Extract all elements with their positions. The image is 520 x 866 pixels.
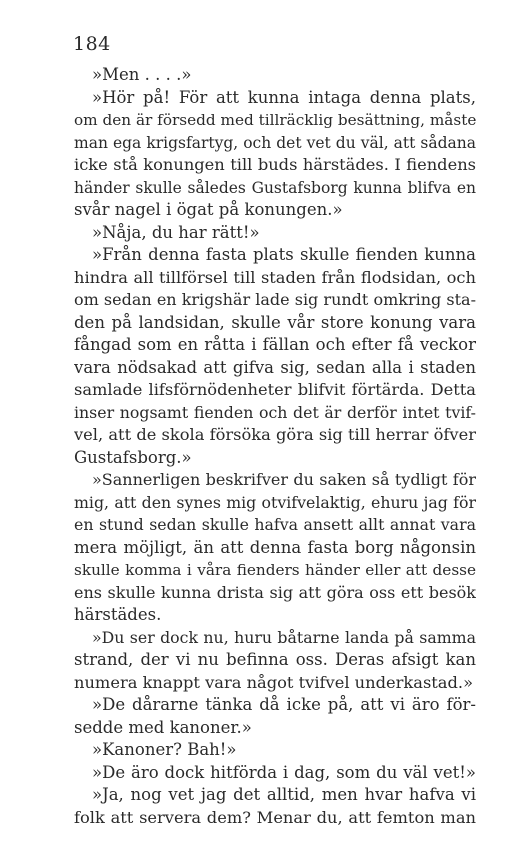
- text-line: icke stå konungen till buds härstädes. I fiendens: [74, 155, 476, 174]
- text-line: »Men . . . .»: [92, 65, 192, 84]
- text-line: »Du ser dock nu, huru båtarne landa på samma: [92, 627, 476, 647]
- text-line: »Sannerligen beskrifver du saken så tydligt för: [92, 470, 476, 489]
- text-line: man ega krigsfartyg, och det vet du väl, att sådana: [74, 133, 476, 152]
- text-line: om sedan en krigshär lade sig rundt omkring sta-: [74, 290, 476, 309]
- text-line: härstädes.: [74, 605, 162, 624]
- text-line: »Ja, nog vet jag det alltid, men hvar hafva vi: [92, 785, 476, 804]
- text-line: vel, att de skola försöka göra sig till herrar öfver: [74, 425, 476, 444]
- text-line: vara nödsakad att gifva sig, sedan alla i staden: [74, 357, 476, 377]
- text-line: »Hör på! För att kunna intaga denna plats,: [92, 87, 476, 107]
- text-line: »Kanoner? Bah!»: [92, 740, 237, 759]
- text-line: ens skulle kunna drista sig att göra oss ett besök: [74, 582, 476, 602]
- text-line: en stund sedan skulle hafva ansett allt annat vara: [74, 515, 476, 534]
- text-line: händer skulle således Gustafsborg kunna blifva en: [74, 178, 476, 197]
- text-line: »Från denna fasta plats skulle fienden kunna: [92, 245, 476, 264]
- text-line: »De äro dock hitförda i dag, som du väl vet!»: [92, 762, 476, 782]
- page-number: 184: [73, 33, 111, 55]
- text-line: svår nagel i ögat på konungen.»: [74, 200, 343, 219]
- text-line: den på landsidan, skulle vår store konung vara: [74, 312, 476, 332]
- text-line: om den är försedd med tillräcklig besättning, måste: [74, 111, 476, 129]
- text-line: mera möjligt, än att denna fasta borg någonsin: [74, 537, 476, 557]
- text-line: mig, att den synes mig otvifvelaktig, ehuru jag för: [74, 492, 476, 512]
- text-line: folk att servera dem? Menar du, att femton man: [74, 807, 476, 827]
- text-line: »De dårarne tänka då icke på, att vi äro för-: [92, 695, 476, 714]
- text-line: numera knappt vara något tvifvel underkastad.»: [74, 672, 474, 692]
- text-line: hindra all tillförsel till staden från flodsidan, och: [74, 267, 476, 287]
- text-line: »Nåja, du har rätt!»: [92, 222, 260, 242]
- text-line: Gustafsborg.»: [74, 447, 192, 467]
- text-line: sedde med kanoner.»: [74, 717, 252, 737]
- text-line: fångad som en råtta i fällan och efter få veckor: [74, 335, 476, 354]
- text-line: strand, der vi nu befinna oss. Deras afsigt kan: [74, 650, 476, 669]
- text-line: skulle komma i våra fienders händer eller att desse: [74, 561, 476, 579]
- body-text: [74, 64, 476, 829]
- text-line: samlade lifsförnödenheter blifvit förtärda. Detta: [74, 380, 476, 399]
- text-line: inser nogsamt fienden och det är derför intet tvif-: [74, 402, 476, 422]
